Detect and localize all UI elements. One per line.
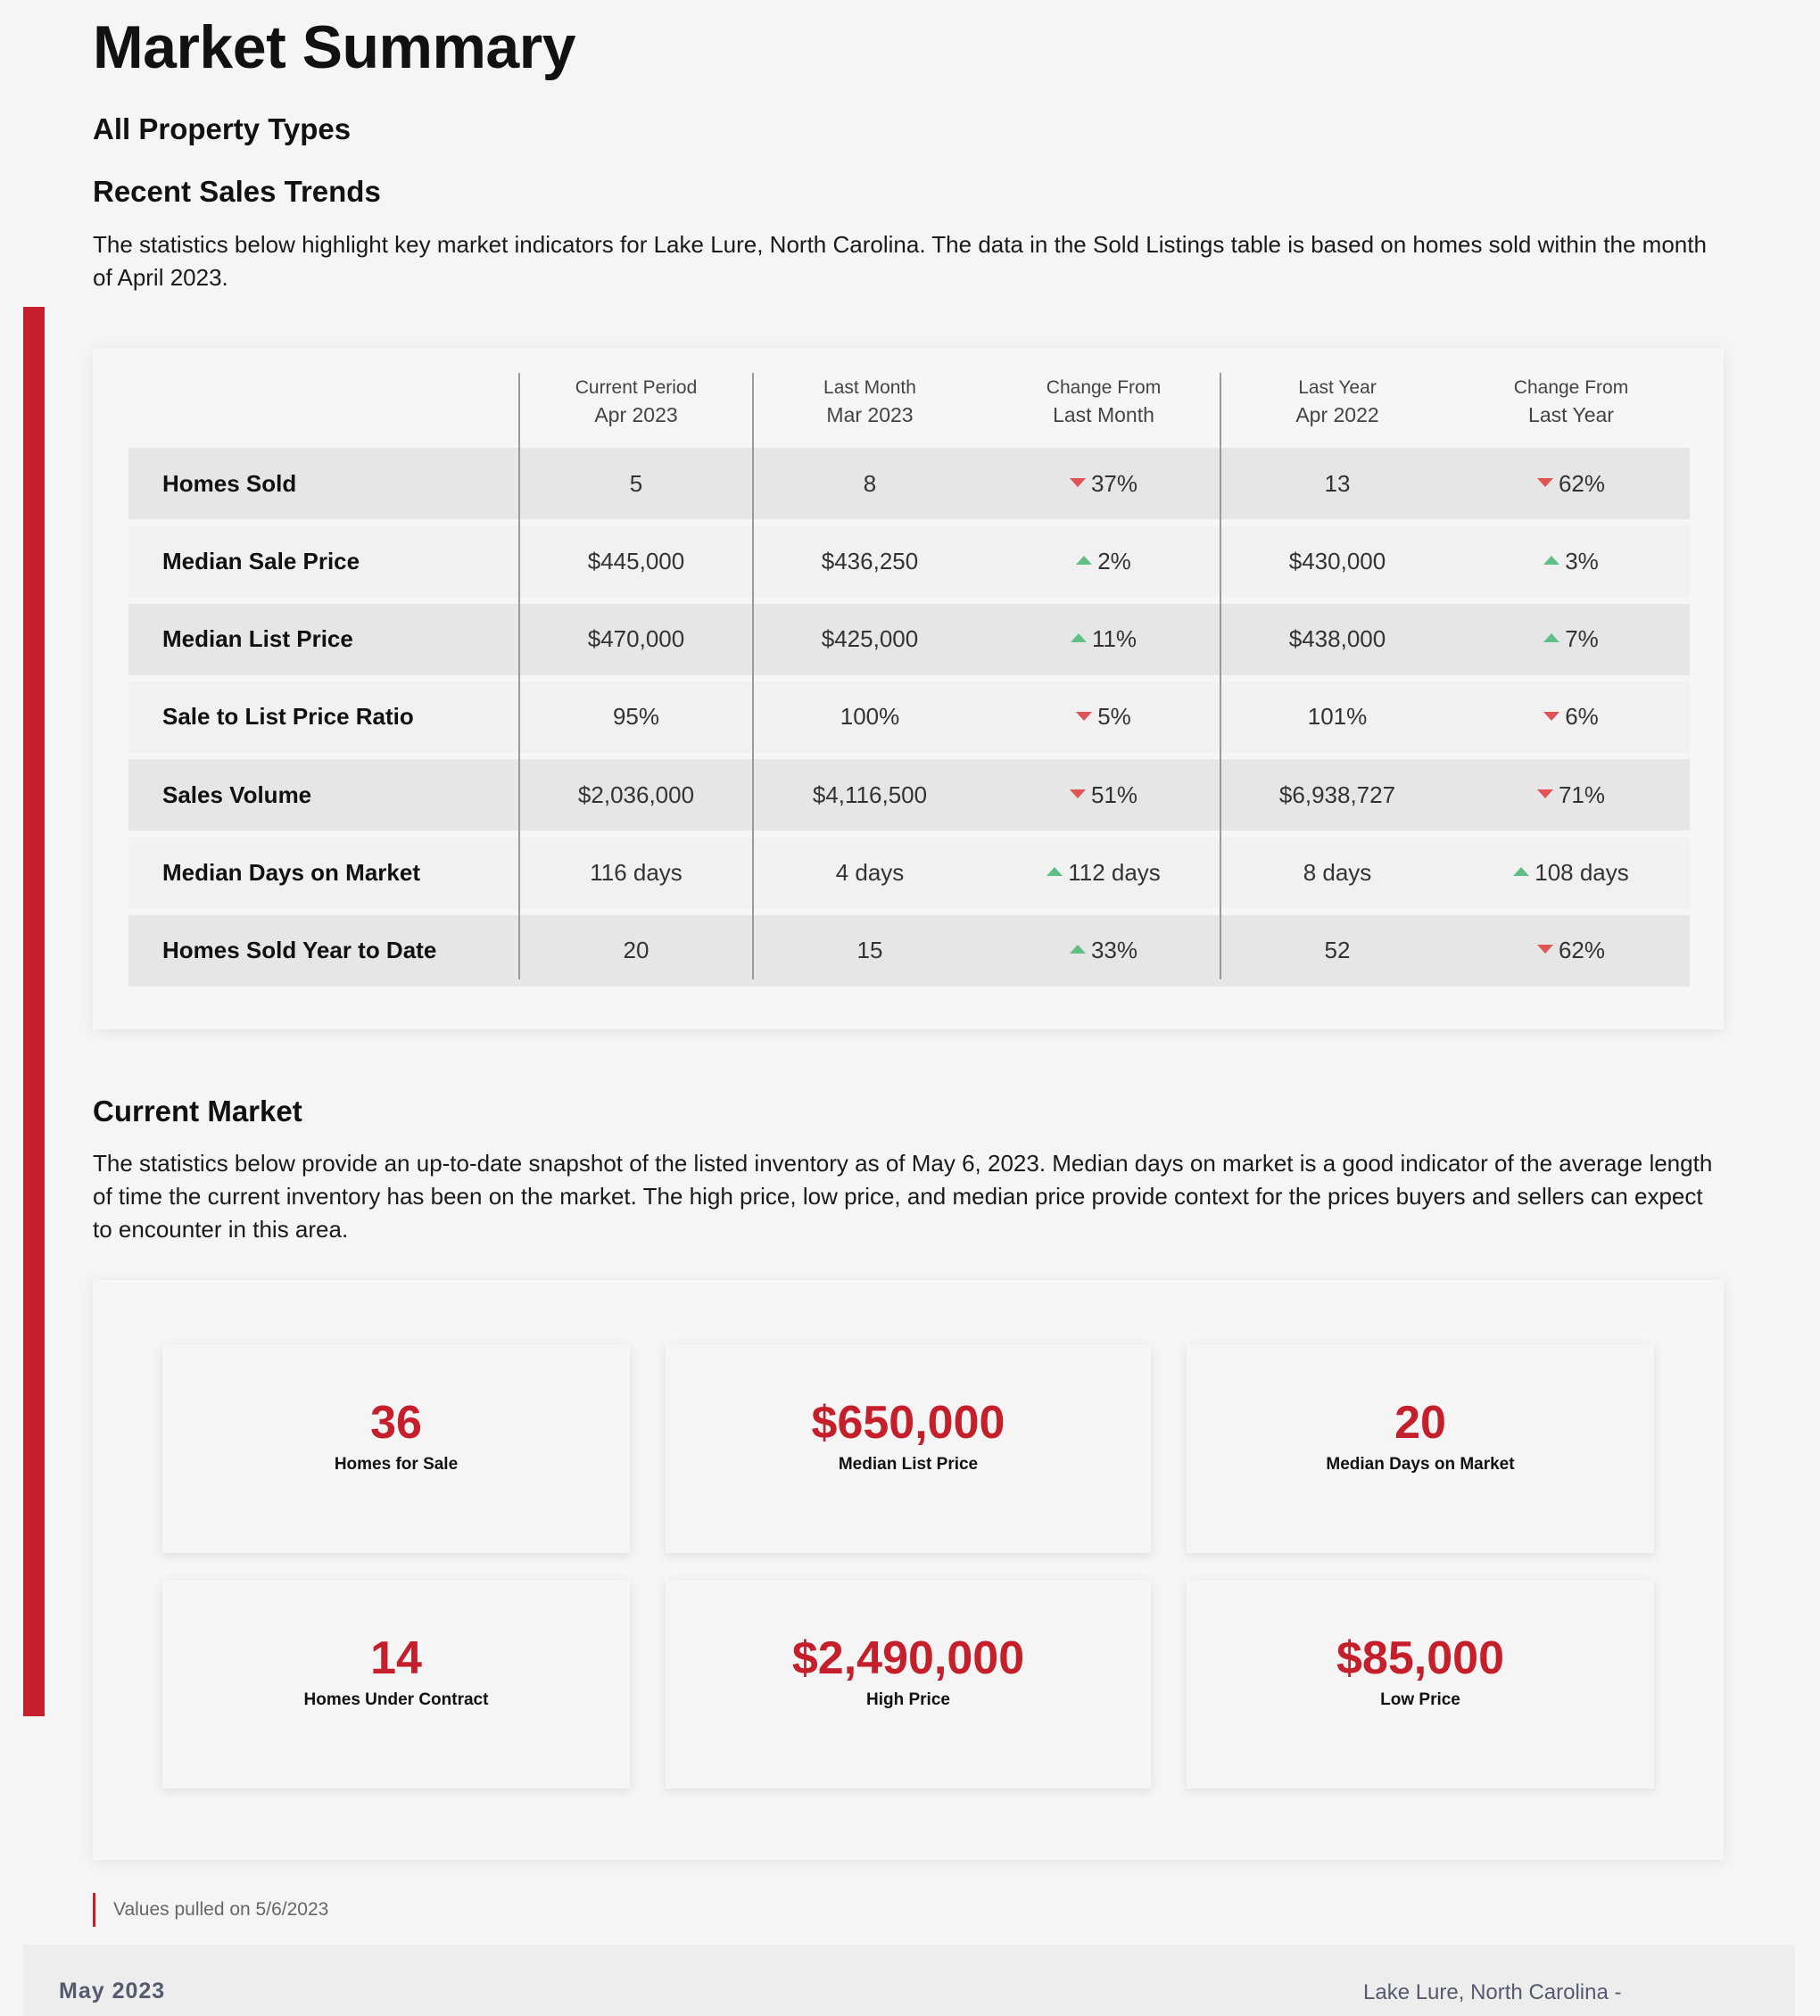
table-cell-last-month: 15 [856, 937, 883, 964]
stat-low-price [1187, 1580, 1654, 1789]
table-cell-chg-year [1454, 937, 1688, 964]
footer-location: Lake Lure, North Carolina - [1363, 1980, 1622, 2004]
table-cell-last-month: 100% [840, 703, 900, 731]
triangle-down-icon [1537, 789, 1553, 798]
footer-month: May 2023 [59, 1979, 166, 2004]
stat-value: 14 [370, 1632, 422, 1684]
sales-trends-table [93, 348, 1724, 1029]
triangle-up-icon [1543, 633, 1559, 642]
table-cell-last-year: 52 [1324, 937, 1351, 964]
stat-median-days-on-market [1187, 1344, 1654, 1553]
table-cell-last-month: 8 [863, 469, 877, 497]
col-header-last-year [1220, 375, 1454, 437]
table-row [128, 448, 1690, 519]
col-header-line1: Last Month [823, 377, 916, 398]
triangle-down-icon [1070, 478, 1086, 487]
change-value: 33% [1090, 937, 1138, 964]
row-label: Median Sale Price [162, 547, 360, 574]
triangle-up-icon [1513, 867, 1529, 876]
change-value: 108 days [1535, 859, 1629, 886]
row-label: Median List Price [162, 625, 353, 653]
table-cell-current: 5 [629, 469, 643, 497]
change-value: 112 days [1068, 859, 1161, 886]
table-row [128, 525, 1690, 597]
current-market-card [93, 1280, 1724, 1860]
triangle-down-icon [1070, 789, 1086, 798]
table-cell-chg-year [1454, 781, 1688, 809]
table-cell-chg-year [1454, 548, 1688, 575]
change-value: 2% [1097, 547, 1131, 574]
row-label: Homes Sold [162, 469, 297, 497]
table-cell-last-year: 101% [1307, 703, 1368, 731]
col-header-line2: Mar 2023 [826, 403, 914, 426]
triangle-up-icon [1046, 867, 1063, 876]
stat-value: 20 [1394, 1397, 1446, 1449]
stat-label: Median List Price [838, 1455, 979, 1474]
table-cell-chg-month [987, 470, 1220, 498]
triangle-down-icon [1543, 712, 1559, 721]
page-footer [23, 1945, 1795, 2016]
change-value: 3% [1565, 547, 1599, 574]
table-cell-last-year: $438,000 [1288, 625, 1386, 653]
row-label: Median Days on Market [162, 859, 420, 886]
trends-heading: Recent Sales Trends [93, 175, 381, 208]
change-value: 62% [1558, 937, 1606, 964]
col-header-line1: Change From [1046, 377, 1162, 398]
table-cell-current: $470,000 [587, 625, 685, 653]
table-cell-last-month: 4 days [835, 859, 905, 886]
table-cell-last-year: 8 days [1303, 859, 1372, 886]
stat-label: High Price [866, 1690, 950, 1709]
col-header-line1: Last Year [1298, 377, 1377, 398]
stat-label: Homes for Sale [334, 1455, 459, 1474]
property-types-heading: All Property Types [93, 112, 352, 145]
col-header-line2: Last Year [1528, 403, 1614, 426]
table-cell-chg-year [1454, 703, 1688, 731]
stat-value: $2,490,000 [791, 1632, 1025, 1684]
stat-high-price [666, 1580, 1151, 1789]
col-header-line2: Apr 2023 [594, 403, 678, 426]
stat-label: Low Price [1380, 1690, 1460, 1709]
table-cell-chg-month [987, 703, 1220, 731]
table-cell-last-year: $430,000 [1288, 547, 1386, 574]
change-value: 6% [1565, 703, 1599, 731]
column-divider [1220, 373, 1221, 979]
change-value: 7% [1565, 625, 1599, 653]
table-cell-chg-month [987, 937, 1220, 964]
row-label: Sales Volume [162, 781, 312, 808]
stat-homes-under-contract [162, 1580, 630, 1789]
stat-median-list-price [666, 1344, 1151, 1553]
trends-description: The statistics below highlight key market indicators for Lake Lure, North Carolina. The data in the Sold Listings table is based on homes sold within the month of April 2023. [93, 231, 1707, 291]
table-row [128, 759, 1690, 830]
row-label: Homes Sold Year to Date [162, 937, 437, 964]
table-cell-last-month: $4,116,500 [812, 781, 928, 808]
col-header-current [519, 375, 753, 437]
table-cell-current: 116 days [590, 859, 682, 886]
row-label: Sale to List Price Ratio [162, 703, 414, 731]
triangle-down-icon [1537, 478, 1553, 487]
col-header-change-year [1454, 375, 1688, 437]
change-value: 37% [1090, 469, 1138, 497]
triangle-down-icon [1537, 945, 1553, 954]
column-divider [752, 373, 754, 979]
table-cell-last-month: $436,250 [821, 547, 919, 574]
table-cell-current: 20 [623, 937, 649, 964]
table-cell-chg-year [1454, 625, 1688, 653]
change-value: 11% [1091, 625, 1138, 653]
col-header-line2: Last Month [1053, 403, 1154, 426]
change-value: 5% [1097, 703, 1131, 731]
current-market-heading: Current Market [93, 1095, 302, 1128]
stat-value: $85,000 [1336, 1632, 1504, 1684]
change-value: 51% [1090, 781, 1138, 808]
table-row [128, 915, 1690, 987]
table-row [128, 604, 1690, 675]
stat-value: 36 [370, 1397, 422, 1449]
table-row [128, 682, 1690, 753]
triangle-up-icon [1071, 633, 1087, 642]
stat-label: Homes Under Contract [303, 1690, 489, 1709]
page-title: Market Summary [93, 13, 576, 81]
accent-rail [23, 307, 45, 1716]
change-value: 71% [1558, 781, 1606, 808]
table-cell-last-month: $425,000 [821, 625, 919, 653]
table-cell-chg-month [987, 548, 1220, 575]
table-cell-chg-month [987, 859, 1220, 887]
table-cell-current: 95% [612, 703, 660, 731]
table-cell-current: $445,000 [587, 547, 685, 574]
col-header-line2: Apr 2022 [1295, 403, 1379, 426]
column-divider [518, 373, 520, 979]
triangle-up-icon [1076, 556, 1092, 565]
col-header-change-month [987, 375, 1220, 437]
stat-label: Median Days on Market [1326, 1455, 1515, 1474]
table-cell-chg-year [1454, 470, 1688, 498]
stat-homes-for-sale [162, 1344, 630, 1553]
change-value: 62% [1558, 469, 1606, 497]
current-market-description: The statistics below provide an up-to-date snapshot of the listed inventory as of May 6, 2023. Median days on market is a good indicator of the average length of time the current inventory has been on the market. The high price, low price, and median price provide context for the prices buyers and sellers can expect to encounter in this area. [93, 1150, 1713, 1243]
triangle-up-icon [1543, 556, 1559, 565]
col-header-line1: Change From [1513, 377, 1629, 398]
triangle-up-icon [1070, 945, 1086, 954]
table-cell-last-year: 13 [1324, 469, 1351, 497]
table-cell-chg-year [1454, 859, 1688, 887]
col-header-line1: Current Period [575, 377, 698, 398]
table-cell-current: $2,036,000 [577, 781, 695, 808]
values-pulled-note: Values pulled on 5/6/2023 [93, 1893, 328, 1927]
table-cell-chg-month [987, 781, 1220, 809]
table-cell-last-year: $6,938,727 [1278, 781, 1396, 808]
table-cell-chg-month [987, 625, 1220, 653]
stat-value: $650,000 [811, 1397, 1005, 1449]
col-header-last-month [753, 375, 987, 437]
table-row [128, 838, 1690, 909]
triangle-down-icon [1076, 712, 1092, 721]
